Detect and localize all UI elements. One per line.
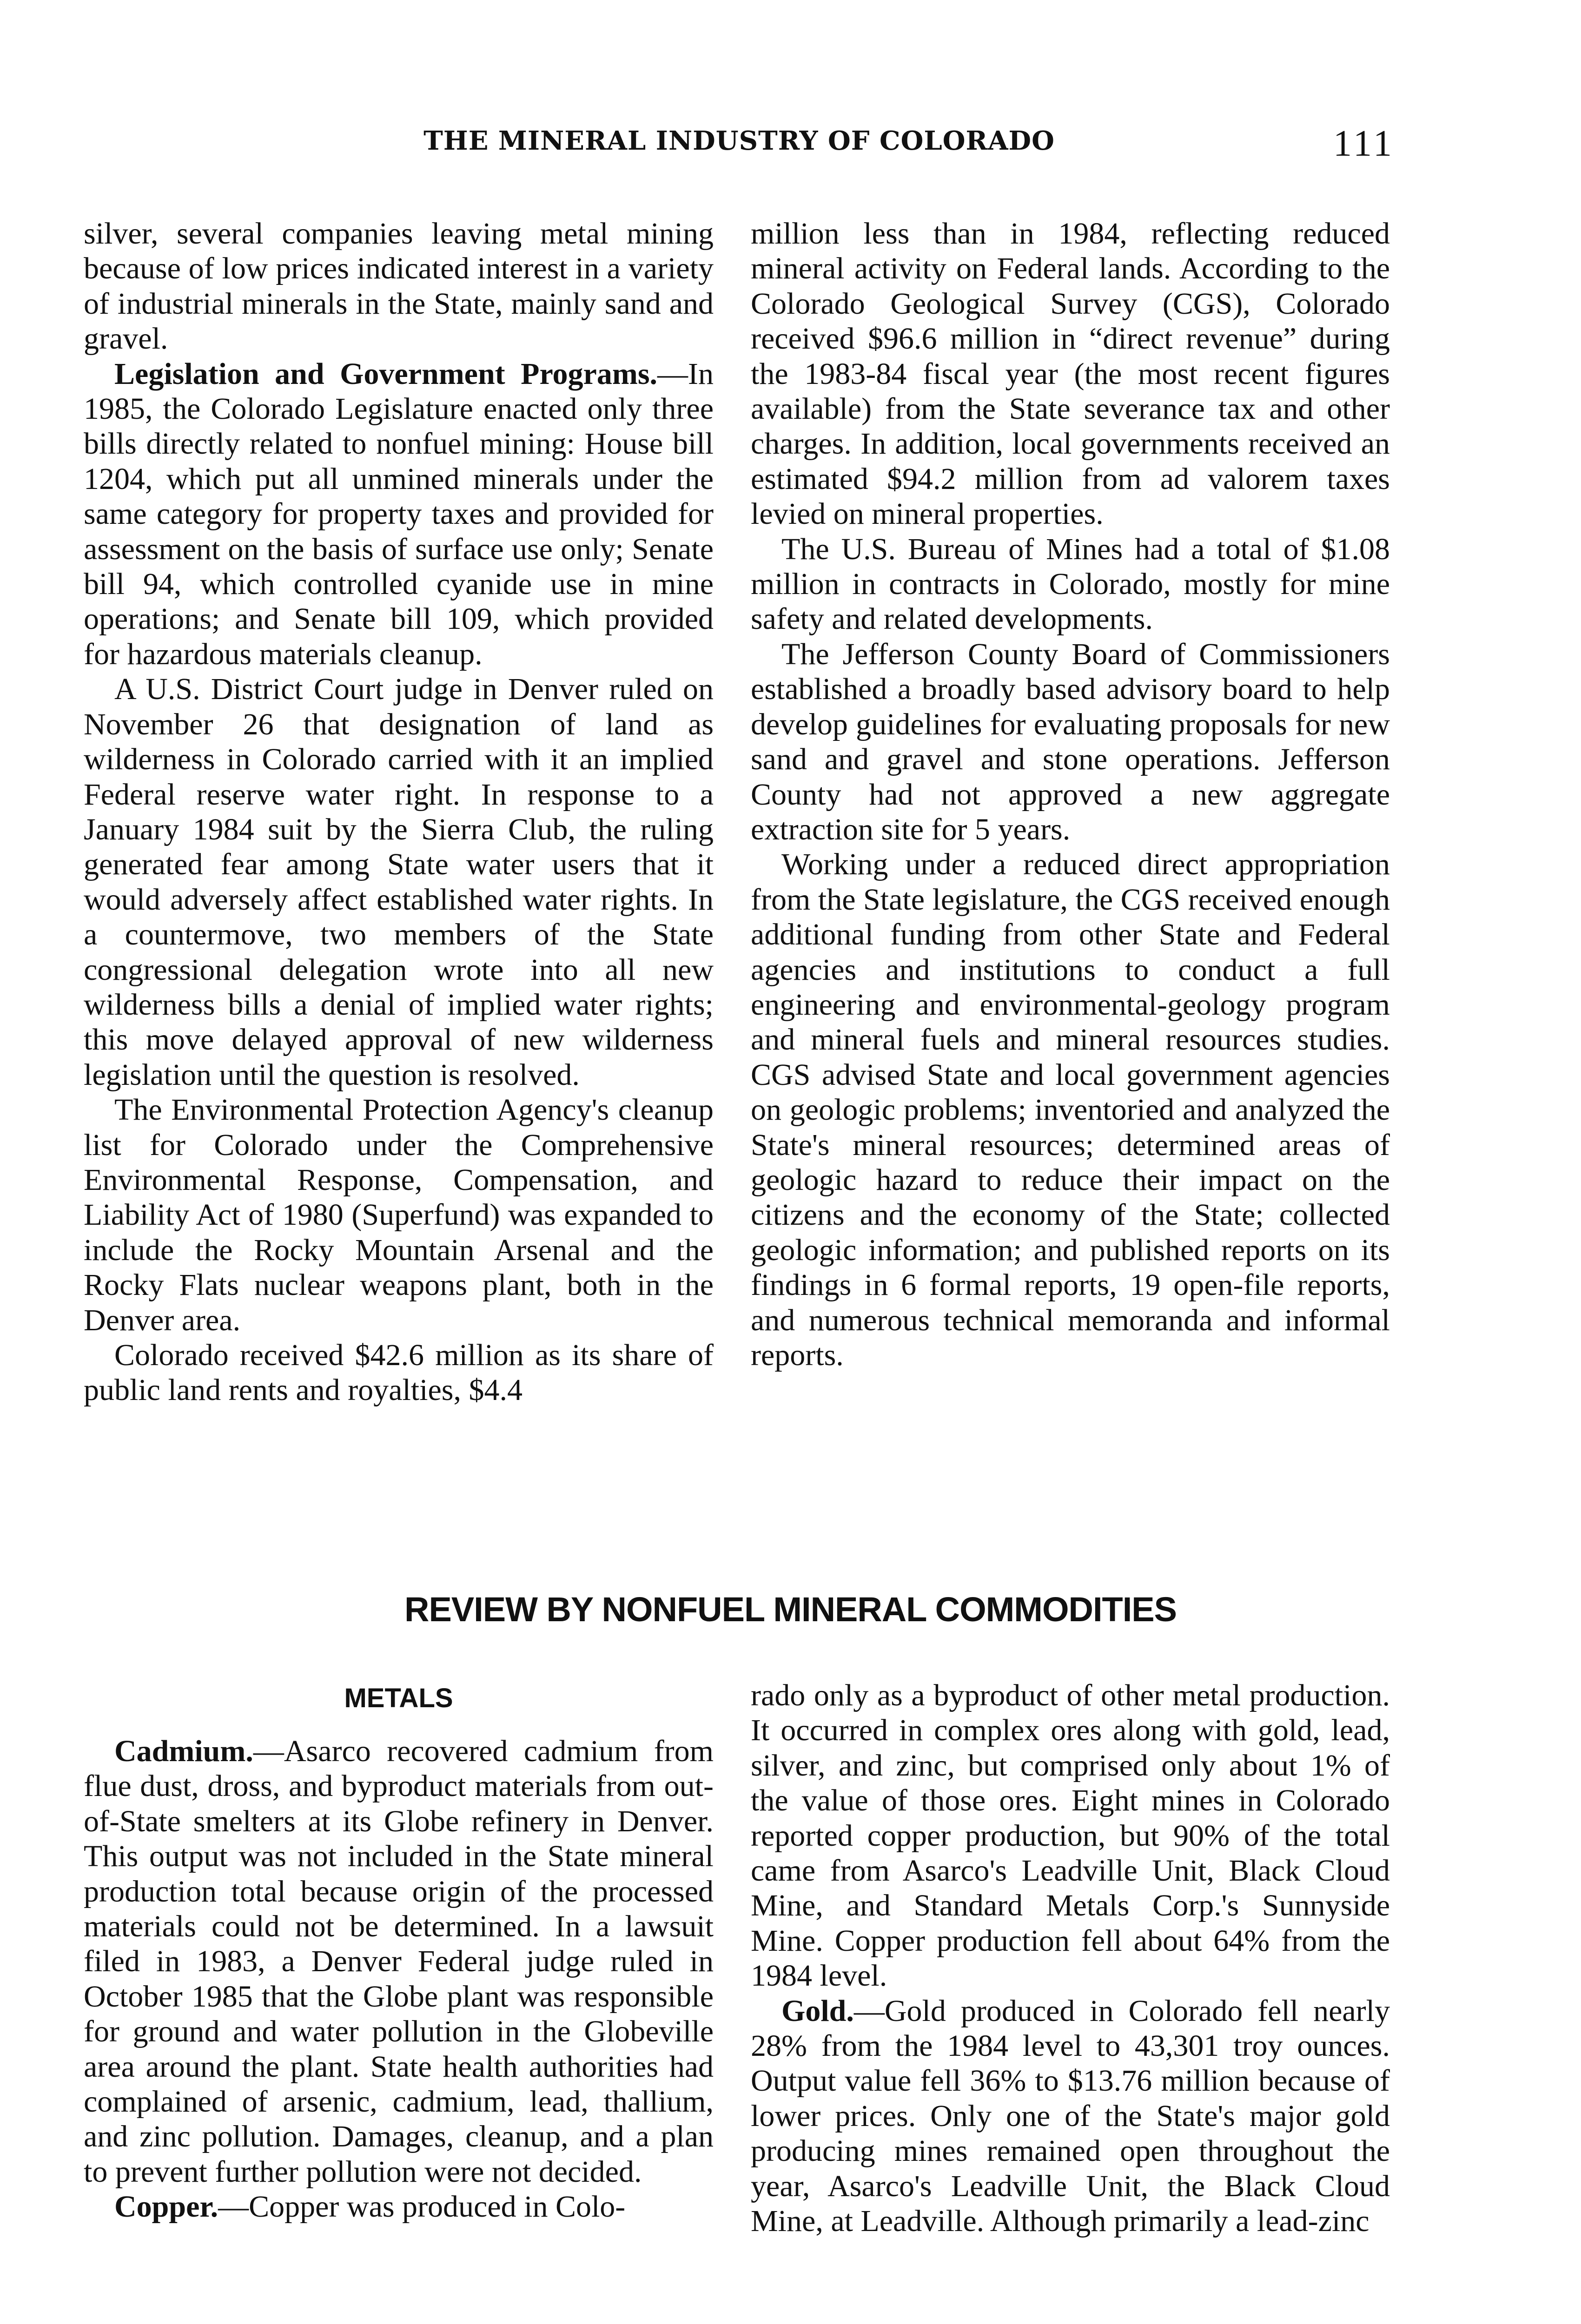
subsection-heading: METALS (344, 1683, 453, 1713)
run-in-heading: Cadmium. (114, 1734, 253, 1768)
bottom-left-column (84, 1734, 714, 2225)
running-header (0, 125, 1581, 167)
running-title: THE MINERAL INDUSTRY OF COLORADO (423, 125, 1055, 156)
paragraph: Colorado received $42.6 million as its share of public land rents and royalties, $4.4 (84, 1338, 714, 1407)
run-in-heading: Gold. (781, 1994, 854, 2028)
paragraph-legislation (84, 357, 714, 672)
paragraph: Working under a reduced direct appropriation from the State legislature, the CGS received enough additional funding from other State and Federal agencies and institutions to conduct a full engineering and environmental-geology program and mineral fuels and mineral resources studies. CGS advised State and local government agencies on geologic problems; inventoried and analyzed the State's mineral resources; determined areas of geologic hazard to reduce their impact on the citizens and the economy of the State; collected geologic information; and published reports on its findings in 6 formal reports, 19 open-file reports, and numerous technical memoranda and informal reports. (751, 847, 1390, 1372)
paragraph-body: —Asarco recovered cadmium from flue dust, dross, and byproduct materials from out-of-State smelters at its Globe refinery in Denver. This output was not included in the State mineral production total because origin of the processed materials could not be determined. In a lawsuit filed in 1983, a Denver Federal judge ruled in October 1985 that the Globe plant was responsible for ground and water pollution in the Globeville area around the plant. State health authorities had complained of arsenic, cadmium, lead, thallium, and zinc pollution. Damages, cleanup, and a plan to prevent further pollution were not decided. (84, 1734, 714, 2189)
paragraph: silver, several companies leaving metal mining because of low prices indicated interest in a variety of industrial minerals in the State, mainly sand and gravel. (84, 217, 714, 356)
run-in-heading: Legislation and Government Programs. (114, 357, 658, 391)
paragraph-cadmium (84, 1734, 714, 2189)
paragraph: rado only as a byproduct of other metal production. It occurred in complex ores along with gold, lead, silver, and zinc, but comprised only about 1% of the value of those ores. Eight mines in Colorado reported copper production, but 90% of the total came from Asarco's Leadville Unit, Black Cloud Mine, and Standard Metals Corp.'s Sunnyside Mine. Copper production fell about 64% from the 1984 level. (751, 1678, 1390, 1993)
paragraph-body: —In 1985, the Colorado Legislature enacted only three bills directly related to nonfuel mining: House bill 1204, which put all unmined minerals under the same category for property taxes and provided for assessment on the basis of surface use only; Senate bill 94, which controlled cyanide use in mine operations; and Senate bill 109, which provided for hazardous materials cleanup. (84, 357, 714, 671)
bottom-right-column (751, 1678, 1390, 2239)
section-heading: REVIEW BY NONFUEL MINERAL COMMODITIES (404, 1590, 1177, 1629)
paragraph: A U.S. District Court judge in Denver ruled on November 26 that designation of land as wilderness in Colorado carried with it an implied Federal reserve water right. In response to a January 1984 suit by the Sierra Club, the ruling generated fear among State water users that it would adversely affect established water rights. In a countermove, two members of the State congressional delegation wrote into all new wilderness bills a denial of implied water rights; this move delayed approval of new wilderness legislation until the question is resolved. (84, 672, 714, 1092)
top-left-column (84, 216, 714, 1408)
paragraph: million less than in 1984, reflecting reduced mineral activity on Federal lands. According to the Colorado Geological Survey (CGS), Colorado received $96.6 million in “direct revenue” during the 1983-84 fiscal year (the most recent figures available) from the State severance tax and other charges. In addition, local governments received an estimated $94.2 million from ad valorem taxes levied on mineral properties. (751, 217, 1390, 531)
paragraph-body: —Copper was produced in Colo- (218, 2190, 626, 2224)
paragraph-copper (84, 2189, 714, 2224)
paragraph: The U.S. Bureau of Mines had a total of $1.08 million in contracts in Colorado, mostly for mine safety and related developments. (751, 532, 1390, 636)
run-in-heading: Copper. (114, 2190, 218, 2224)
paragraph-body: —Gold produced in Colorado fell nearly 28% from the 1984 level to 43,301 troy ounces. Output value fell 36% to $13.76 million because of lower prices. Only one of the State's major gold producing mines remained open throughout the year, Asarco's Leadville Unit, the Black Cloud Mine, at Leadville. Although primarily a lead-zinc (751, 1994, 1390, 2238)
top-right-column (751, 216, 1390, 1373)
paragraph-gold (751, 1994, 1390, 2239)
paragraph: The Environmental Protection Agency's cleanup list for Colorado under the Comprehensive Environmental Response, Compensation, and Liability Act of 1980 (Superfund) was expanded to include the Rocky Mountain Arsenal and the Rocky Flats nuclear weapons plant, both in the Denver area. (84, 1093, 714, 1337)
paragraph: The Jefferson County Board of Commissioners established a broadly based advisory board to help develop guidelines for evaluating proposals for new sand and gravel and stone operations. Jefferson County had not approved a new aggregate extraction site for 5 years. (751, 637, 1390, 846)
page-number: 111 (1333, 123, 1395, 164)
